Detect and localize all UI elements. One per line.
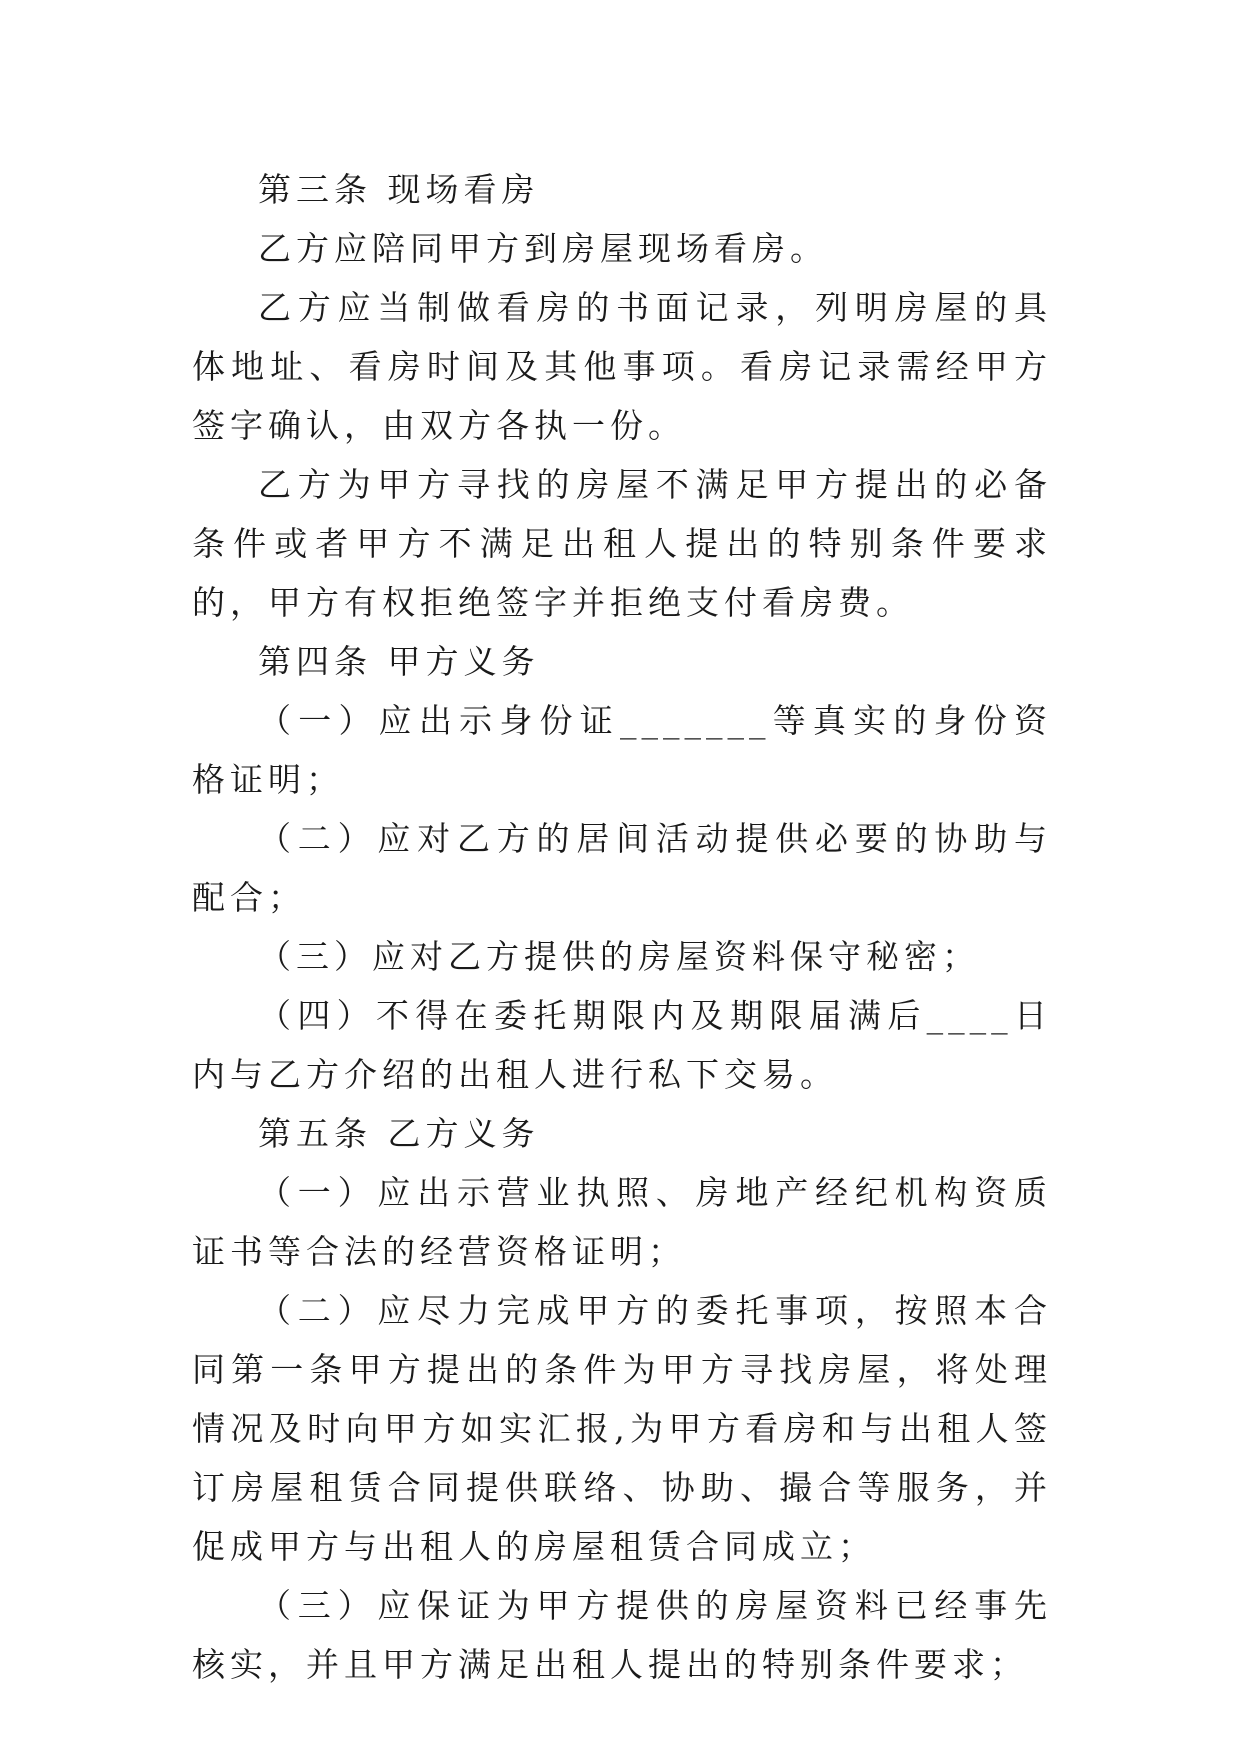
document-body bbox=[192, 160, 1052, 1694]
paragraph: （二）应对乙方的居间活动提供必要的协助与配合； bbox=[192, 819, 1052, 917]
paragraph: （一）应出示身份证_______等真实的身份资格证明； bbox=[192, 701, 1052, 799]
paragraph: （三）应对乙方提供的房屋资料保守秘密； bbox=[258, 937, 980, 976]
paragraph: （三）应保证为甲方提供的房屋资料已经事先核实，并且甲方满足出租人提出的特别条件要求； bbox=[192, 1586, 1052, 1684]
paragraph: 乙方应当制做看房的书面记录，列明房屋的具体地址、看房时间及其他事项。看房记录需经甲方签字确认，由双方各执一份。 bbox=[192, 288, 1052, 445]
article-4-heading: 第四条 甲方义务 bbox=[258, 642, 540, 681]
paragraph: （一）应出示营业执照、房地产经纪机构资质证书等合法的经营资格证明； bbox=[192, 1173, 1052, 1271]
article-5-heading: 第五条 乙方义务 bbox=[258, 1114, 540, 1153]
paragraph: 乙方应陪同甲方到房屋现场看房。 bbox=[258, 229, 828, 268]
paragraph: （二）应尽力完成甲方的委托事项，按照本合同第一条甲方提出的条件为甲方寻找房屋，将处理情况及时向甲方如实汇报,为甲方看房和与出租人签订房屋租赁合同提供联络、协助、撮合等服务，并促成甲方与出租人的房屋租赁合同成立； bbox=[192, 1291, 1052, 1566]
paragraph: （四）不得在委托期限内及期限届满后____日内与乙方介绍的出租人进行私下交易。 bbox=[192, 996, 1052, 1094]
paragraph: 乙方为甲方寻找的房屋不满足甲方提出的必备条件或者甲方不满足出租人提出的特别条件要求的，甲方有权拒绝签字并拒绝支付看房费。 bbox=[192, 465, 1052, 622]
article-3-heading: 第三条 现场看房 bbox=[258, 170, 540, 209]
